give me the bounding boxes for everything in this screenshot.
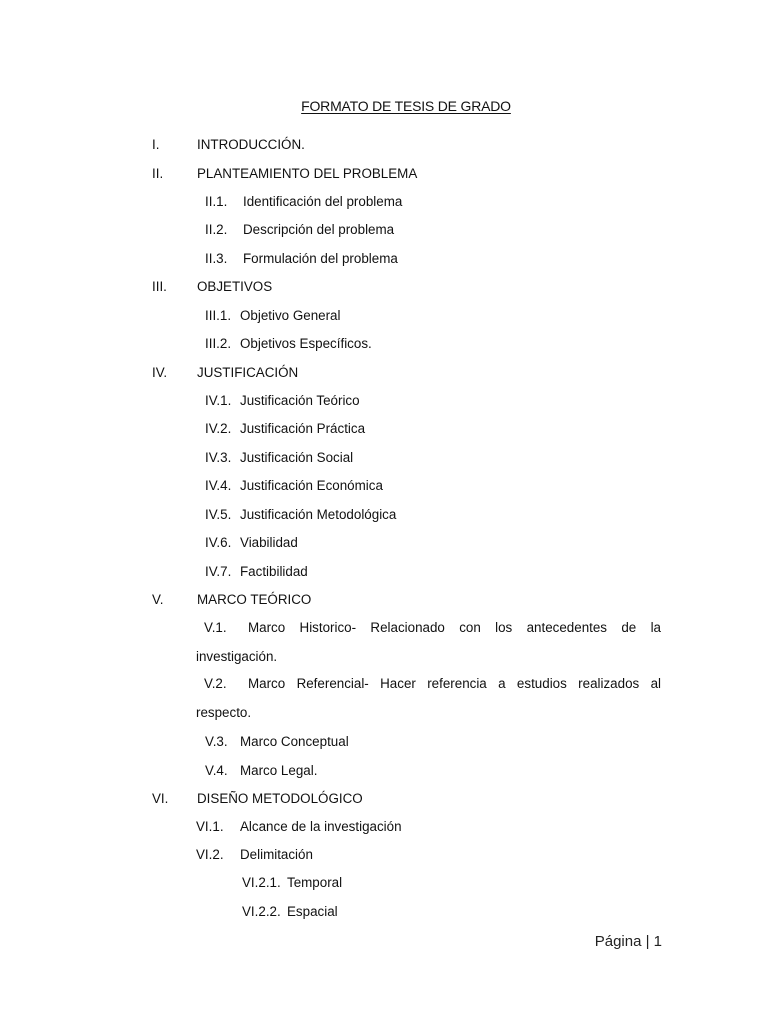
subsection-title: Descripción del problema	[243, 222, 395, 237]
subsection-number: VI.2.	[196, 847, 224, 862]
subsection-title: Marco Conceptual	[240, 734, 349, 749]
subsection-item	[0, 732, 768, 752]
section-number: IV.	[152, 365, 168, 380]
subsection-number: II.2.	[205, 222, 228, 237]
subsection-title: Marco Historico- Relacionado con los antecedentes de la investigación.	[196, 620, 661, 664]
subsection-item	[0, 533, 768, 553]
subsection-title: Justificación Teórico	[240, 393, 360, 408]
section-title: OBJETIVOS	[197, 279, 273, 294]
subsection-number: V.1.	[204, 620, 227, 635]
subsection-number: IV.6.	[205, 535, 232, 550]
section-heading	[0, 363, 768, 383]
section-heading	[0, 590, 768, 610]
subsection-paragraph	[196, 670, 661, 727]
subsection-title: Factibilidad	[240, 564, 308, 579]
section-title: DISEÑO METODOLÓGICO	[197, 791, 363, 806]
subsection-number: III.1.	[205, 308, 232, 323]
sub-subsection-item	[0, 873, 768, 893]
subsection-title: Identificación del problema	[243, 194, 403, 209]
subsection-item	[0, 448, 768, 468]
sub-subsection-title: Temporal	[287, 875, 343, 890]
sub-subsection-number: VI.2.1.	[242, 875, 281, 890]
subsection-title: Delimitación	[240, 847, 313, 862]
subsection-item	[0, 845, 768, 865]
document-title: FORMATO DE TESIS DE GRADO	[301, 98, 511, 114]
subsection-number: IV.5.	[205, 507, 232, 522]
subsection-title: Marco Referencial- Hacer referencia a estudios realizados al respecto.	[196, 676, 661, 720]
section-heading	[0, 164, 768, 184]
section-heading	[0, 277, 768, 297]
subsection-title: Viabilidad	[240, 535, 298, 550]
subsection-item	[0, 249, 768, 269]
subsection-title: Justificación Social	[240, 450, 354, 465]
subsection-number: IV.2.	[205, 421, 232, 436]
subsection-item	[0, 817, 768, 837]
subsection-number: V.3.	[205, 734, 228, 749]
subsection-title: Objetivos Específicos.	[240, 336, 372, 351]
subsection-number: V.4.	[205, 763, 228, 778]
subsection-number: IV.4.	[205, 478, 232, 493]
subsection-number: V.2.	[204, 676, 227, 691]
subsection-number: II.3.	[205, 251, 228, 266]
sub-subsection-title: Espacial	[287, 904, 338, 919]
subsection-number: VI.1.	[196, 819, 224, 834]
section-heading	[0, 135, 768, 155]
subsection-item	[0, 334, 768, 354]
sub-subsection-number: VI.2.2.	[242, 904, 281, 919]
subsection-title: Objetivo General	[240, 308, 341, 323]
subsection-number: III.2.	[205, 336, 232, 351]
section-number: I.	[152, 137, 160, 152]
subsection-item	[0, 220, 768, 240]
subsection-item	[0, 505, 768, 525]
subsection-title: Marco Legal.	[240, 763, 318, 778]
subsection-title: Alcance de la investigación	[240, 819, 402, 834]
page-number-footer: Página | 1	[594, 933, 662, 950]
section-number: III.	[152, 279, 167, 294]
subsection-number: II.1.	[205, 194, 228, 209]
sub-subsection-item	[0, 902, 768, 922]
subsection-item	[0, 306, 768, 326]
subsection-item	[0, 761, 768, 781]
subsection-title: Justificación Metodológica	[240, 507, 397, 522]
subsection-title: Formulación del problema	[243, 251, 398, 266]
subsection-title: Justificación Económica	[240, 478, 383, 493]
section-title: INTRODUCCIÓN.	[197, 137, 305, 152]
subsection-item	[0, 192, 768, 212]
section-title: JUSTIFICACIÓN	[197, 365, 299, 380]
section-number: II.	[152, 166, 164, 181]
subsection-item	[0, 476, 768, 496]
subsection-number: IV.7.	[205, 564, 232, 579]
subsection-item	[0, 562, 768, 582]
subsection-item	[0, 419, 768, 439]
section-heading	[0, 789, 768, 809]
subsection-number: IV.3.	[205, 450, 232, 465]
subsection-number: IV.1.	[205, 393, 232, 408]
subsection-title: Justificación Práctica	[240, 421, 366, 436]
section-title: MARCO TEÓRICO	[197, 592, 312, 607]
section-number: V.	[152, 592, 164, 607]
subsection-paragraph	[196, 614, 661, 671]
section-title: PLANTEAMIENTO DEL PROBLEMA	[197, 166, 418, 181]
section-number: VI.	[152, 791, 169, 806]
subsection-item	[0, 391, 768, 411]
